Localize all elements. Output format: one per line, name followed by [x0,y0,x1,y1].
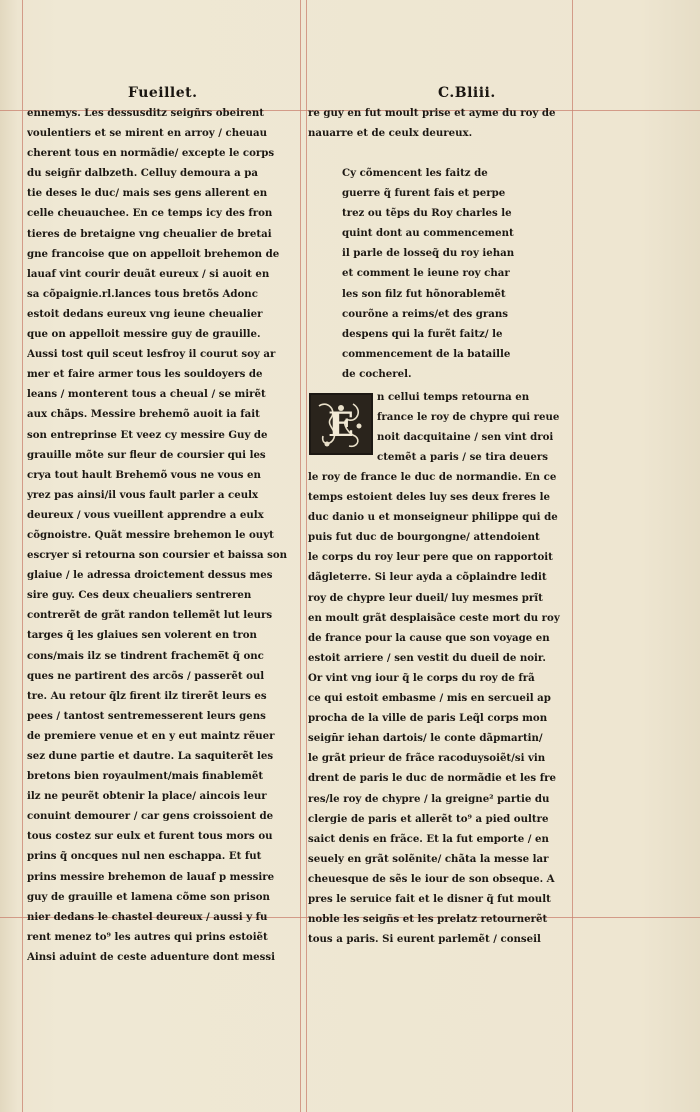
text-line: pees / tantost sentremesserent leurs gens [27,709,266,722]
text-line: Or vint vng iour q̃ le corps du roy de frã [308,671,535,684]
text-line: saict denis en frãce. Et la fut emporte / en [308,832,549,845]
text-line: ennemys. Les dessusditz seigñrs obeirent [27,107,264,119]
text-line: tieres de bretaigne vng cheualier de bretai [27,227,272,240]
text-line: de france pour la cause que son voyage en [308,631,550,644]
text-line: leans / monterent tous a cheual / se mirẽt [27,388,266,401]
text-line: prins messire brehemon de lauaf p messire [27,870,275,883]
text-line: de cocherel. [342,367,412,380]
text-line: que on appelloit messire guy de grauille. [27,328,261,341]
text-line: clergie de paris et allerẽt to⁹ a pied oultre [308,812,549,825]
text-line: rent menez to⁹ les autres qui prins estoiẽt [27,930,268,943]
text-line: mer et faire armer tous les souldoyers de [27,368,263,381]
ruling-line [300,0,301,1112]
text-line: procha de la ville de paris Leq̃l corps mon [308,712,548,725]
ruling-line [22,0,23,1112]
text-line: seuely en grãt solẽnite/ chãta la messe lar [308,852,549,865]
text-line: crya tout hault Brehemõ vous ne vous en [27,468,261,481]
text-line: ilz ne peurẽt obtenir la place/ aincois leur [27,790,267,803]
text-line: ce qui estoit embasme / mis en sercueil ap [308,692,551,705]
text-line: despens qui la furẽt faitz/ le [342,327,503,340]
folio-header-left: Fueillet. [128,85,198,101]
text-line: tous costez sur eulx et furent tous mors ou [27,830,273,843]
text-line: contrerẽt de grãt randon tellemẽt lut leurs [27,609,273,622]
text-line: guerre q̃ furent fais et perpe [342,187,506,200]
text-line: ques ne partirent des arcõs / passerẽt oul [27,669,265,682]
decorated-initial [309,393,373,455]
left-text-column [27,103,297,967]
text-line: bretons bien royaulment/mais finablemẽt [27,770,264,783]
text-line: le grãt prieur de frãce racoduysoiẽt/si vin [308,752,546,765]
initial-letter: E [328,405,354,445]
text-line: noit dacquitaine / sen vint droi [377,431,554,444]
text-line: grauille mõte sur fleur de coursier qui les [27,448,266,461]
text-line: quint dont au commencement [342,227,514,240]
text-line: sire guy. Ces deux cheualiers sentreren [27,589,252,602]
text-line: cherent tous en normãdie/ excepte le corps [27,147,275,160]
text-line: les son filz fut hõnorablemẽt [342,287,506,300]
text-line: cheuesque de sẽs le iour de son obseque. A [308,872,555,885]
right-column-continuation [308,103,572,143]
text-line: tous a paris. Si eurent parlemẽt / conseil [308,933,541,946]
text-line: aux chãps. Messire brehemõ auoit ia fait [27,408,260,421]
text-line: en moult grãt desplaisãce ceste mort du roy [308,611,560,624]
text-line: nier dedans le chastel deureux / aussi y fu [27,910,268,923]
text-line: res/le roy de chypre / la greigne² partie du [308,792,550,805]
text-line: yrez pas ainsi/il vous fault parler a ceulx [27,488,259,501]
text-line: deureux / vous vueillent apprendre a eulx [27,508,264,521]
text-line: estoit arriere / sen vestit du dueil de noir. [308,651,546,664]
text-line: roy de chypre leur dueil/ luy mesmes prĩt [308,591,543,604]
text-line: tre. Au retour q̃lz firent ilz tirerẽt leurs es [27,689,267,702]
initial-letter-ornament [313,396,369,452]
text-line: cons/mais ilz se tindrent fracheme̅t q̃ onc [27,649,264,662]
text-line: de premiere venue et en y eut maintz rẽuer [27,729,275,742]
text-line: seign̄r iehan dartois/ le conte dãpmartin/ [308,732,543,745]
text-line: le roy de france le duc de normandie. En ce [308,471,557,483]
text-line: drent de paris le duc de normãdie et les fre [308,772,556,785]
text-line: escryer si retourna son coursier et baissa son [27,549,288,562]
text-line: estoit dedans eureux vng ieune cheualier [27,307,263,320]
text-line: re guy en fut moult prise et ayme du roy de [308,107,556,119]
chapter-rubric [342,163,514,384]
text-line: courõne a reims/et des grans [342,307,508,320]
text-line: Ainsi aduint de ceste aduenture dont messi [27,950,276,963]
text-line: trez ou tẽps du Roy charles le [342,207,512,220]
text-line: et comment le ieune roy char [342,267,510,280]
right-text-column [308,467,574,949]
folio-header-right: C.Bliii. [438,85,496,101]
text-line: celle cheuauchee. En ce temps icy des fron [27,207,273,220]
text-line: ctemẽt a paris / se tira deuers [377,451,549,464]
text-line: conuint demourer / car gens croissoient de [27,810,274,823]
text-beside-initial [377,387,572,467]
text-line: duc danio u et monseigneur philippe qui de [308,511,558,524]
text-line: guy de grauille et lamena cõme son prison [27,890,270,903]
text-line: dãgleterre. Si leur ayda a cõplaindre ledit [308,571,547,584]
text-line: il parle de losseq̃ du roy iehan [342,247,515,260]
ruling-line [306,0,307,1112]
text-line: glaiue / le adressa droictement dessus mes [27,569,273,582]
text-line: commencement de la bataille [342,347,511,360]
text-line: targes q̃ les glaiues sen volerent en tron [27,629,257,642]
text-line: du seigñr dalbzeth. Celluy demoura a pa [27,167,258,180]
text-line: sez dune partie et dautre. La saquiterẽt les [27,750,274,762]
text-line: Cy cõmencent les faitz de [342,167,488,179]
text-line: nauarre et de ceulx deureux. [308,127,473,140]
text-line: Aussi tost quil sceut lesfroy il courut soy ar [27,348,276,361]
text-line: voulentiers et se mirent en arroy / cheuau [27,127,268,140]
text-line: le corps du roy leur pere que on rapportoit [308,551,553,564]
text-line: cõgnoistre. Quãt messire brehemon le ouyt [27,528,274,541]
text-line: son entreprinse Et veez cy messire Guy de [27,428,268,441]
text-line: prins q̃ oncques nul nen eschappa. Et fut [27,850,262,863]
text-line: gne francoise que on appelloit brehemon de [27,247,280,260]
text-line: lauaf vint courir deuãt eureux / si auoit en [27,267,270,280]
text-line: pres le seruice fait et le disner q̃ fut moult [308,892,551,905]
text-line: france le roy de chypre qui reue [377,411,560,424]
text-line: puis fut duc de bourgongne/ attendoient [308,531,540,544]
text-line: n cellui temps retourna en [377,391,530,403]
text-line: temps estoient deles luy ses deux freres le [308,491,550,504]
text-line: tie deses le duc/ mais ses gens allerent en [27,187,268,200]
text-line: noble les seigñs et les prelatz retournerẽt [308,913,548,926]
text-line: sa cõpaignie.rl.lances tous bretõs Adonc [27,287,258,300]
